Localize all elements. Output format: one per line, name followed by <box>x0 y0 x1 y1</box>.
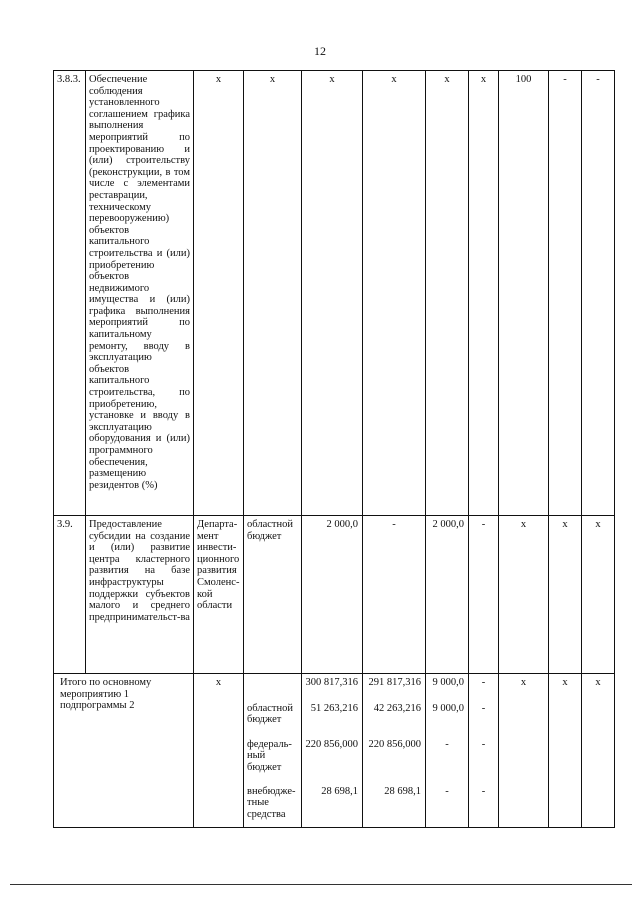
row-description: Предоставление субсидии на создание и (или) развитие центра кластерного развития на базе инфраструктуры поддержки субъектов малого и среднего предпринимательст-ва <box>86 516 194 674</box>
line-total: 220 856,000 <box>302 736 363 783</box>
total-executor: x <box>194 674 244 828</box>
cell-indicator-3: - <box>582 71 615 516</box>
cell-year1: - <box>363 516 426 674</box>
line-year3: - <box>469 736 499 783</box>
row-description: Обеспечение соблюдения установленного соглашением графика выполнения мероприятий по проектированию и (или) строительству (реконструкции, в том числе с элементами реставрации, техническому перевооружению) объектов капитального строительства и (или) приобретению объектов недвижимого имущества и (или) графика выполнения мероприятий по капитальному ремонту, вводу в эксплуатацию объектов капитального строительства, по приобретению, установке и вводу в эксплуатацию оборудования и (или) программного обеспечения, размещению резидентов (%) <box>86 71 194 516</box>
total-indicator-2: x <box>549 674 582 828</box>
cell-indicator-1: x <box>499 516 549 674</box>
cell-executor: Департа-мент инвести-ционного развития Смоленс-кой области <box>194 516 244 674</box>
cell-year2: 2 000,0 <box>426 516 469 674</box>
table-row-total <box>54 674 615 700</box>
row-code: 3.9. <box>54 516 86 674</box>
line-year1: 220 856,000 <box>363 736 426 783</box>
total-year2: 9 000,0 <box>426 674 469 700</box>
cell-source: областной бюджет <box>244 516 302 674</box>
line-year1: 28 698,1 <box>363 783 426 828</box>
line-year1: 42 263,216 <box>363 700 426 736</box>
page-number: 12 <box>314 44 326 58</box>
line-total: 28 698,1 <box>302 783 363 828</box>
cell-year2: x <box>426 71 469 516</box>
total-label: Итого по основному мероприятию 1 подпрограммы 2 <box>54 674 194 828</box>
budget-table <box>53 70 615 828</box>
total-source <box>244 674 302 700</box>
line-year3: - <box>469 783 499 828</box>
cell-year3: - <box>469 516 499 674</box>
page-bottom-rule <box>10 884 632 885</box>
cell-indicator-2: x <box>549 516 582 674</box>
table-row-3-9 <box>54 516 615 674</box>
line-year3: - <box>469 700 499 736</box>
cell-indicator-2: - <box>549 71 582 516</box>
cell-source: x <box>244 71 302 516</box>
total-sum: 300 817,316 <box>302 674 363 700</box>
table-row-3-8-3 <box>54 71 615 516</box>
cell-executor: x <box>194 71 244 516</box>
cell-indicator-1: 100 <box>499 71 549 516</box>
line-source: областной бюджет <box>244 700 302 736</box>
line-year2: - <box>426 736 469 783</box>
cell-year3: x <box>469 71 499 516</box>
row-code: 3.8.3. <box>54 71 86 516</box>
line-source: внебюдже-тные средства <box>244 783 302 828</box>
total-indicator-3: x <box>582 674 615 828</box>
line-source: федераль-ный бюджет <box>244 736 302 783</box>
line-year2: 9 000,0 <box>426 700 469 736</box>
total-year3: - <box>469 674 499 700</box>
cell-total: x <box>302 71 363 516</box>
line-total: 51 263,216 <box>302 700 363 736</box>
total-year1: 291 817,316 <box>363 674 426 700</box>
cell-indicator-3: x <box>582 516 615 674</box>
cell-total: 2 000,0 <box>302 516 363 674</box>
cell-year1: x <box>363 71 426 516</box>
total-indicator-1: x <box>499 674 549 828</box>
line-year2: - <box>426 783 469 828</box>
